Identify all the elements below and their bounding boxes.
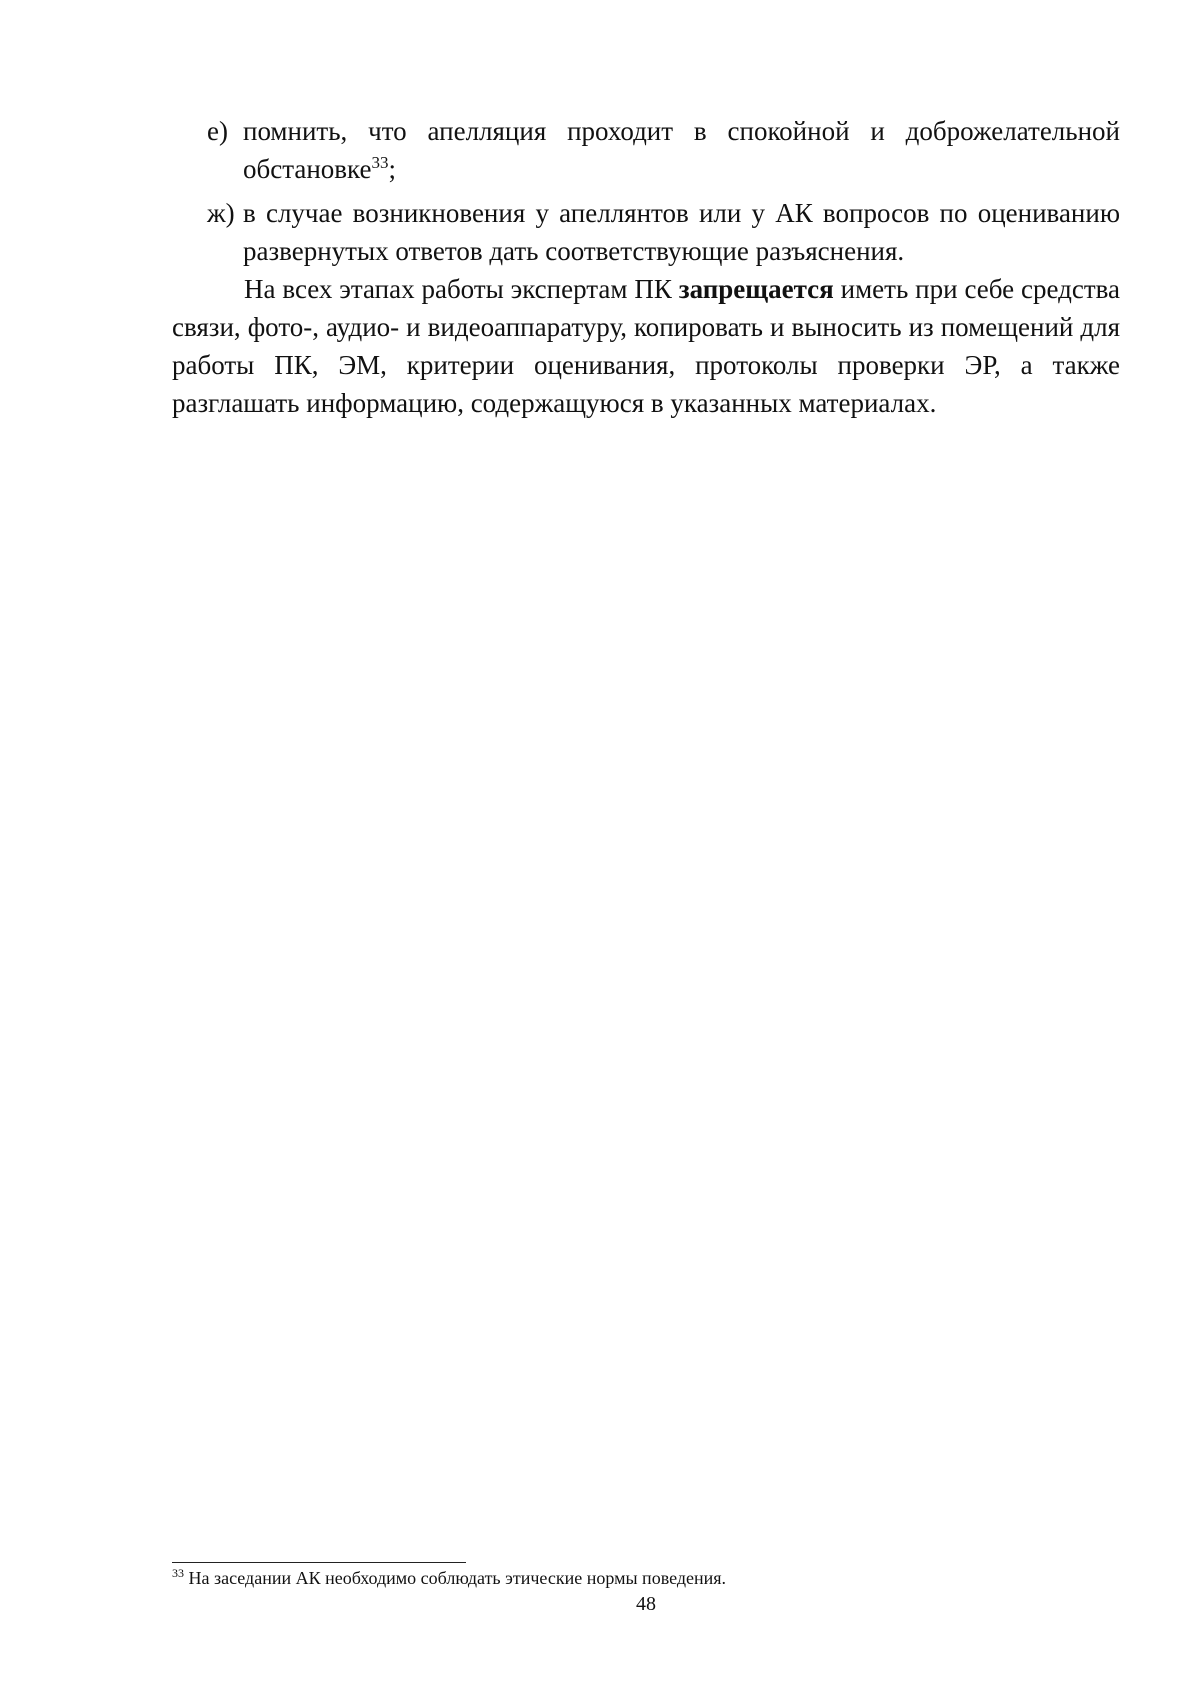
list-item-zh xyxy=(207,194,1120,270)
footnote-separator xyxy=(172,1562,466,1563)
page-number: 48 xyxy=(636,1593,656,1615)
list-marker-e: е) xyxy=(207,116,228,146)
paragraph-part1: На всех этапах работы экспертам ПК xyxy=(244,274,679,304)
list-item-e xyxy=(207,112,1120,188)
list-item-e-body: помнить, что апелляция проходит в спокойной и доброжелательной обстановке xyxy=(243,116,1120,184)
main-text xyxy=(172,112,1120,422)
footnote-number: 33 xyxy=(172,1566,184,1580)
footnote-text: На заседании АК необходимо соблюдать этические нормы поведения. xyxy=(184,1568,727,1588)
footnote-reference[interactable]: 33 xyxy=(371,153,389,172)
prohibition-paragraph xyxy=(172,270,1120,422)
list-marker-zh: ж) xyxy=(207,198,235,228)
paragraph-part2: иметь при себе средства связи, фото-, аудио- и видеоаппаратуру, копировать и выносить из помещений для работы ПК, ЭМ, критерии оценивания, протоколы проверки ЭР, а также разглашать информацию, содержащуюся в указанных материалах. xyxy=(172,274,1121,418)
paragraph-bold-word: запрещается xyxy=(678,274,834,304)
list-item-e-text xyxy=(243,112,1120,188)
list-item-e-suffix: ; xyxy=(388,154,396,184)
footnote xyxy=(172,1567,1112,1589)
list-item-zh-text: в случае возникновения у апеллянтов или у АК вопросов по оцениванию развернутых ответов дать соответствующие разъяснения. xyxy=(243,198,1120,266)
